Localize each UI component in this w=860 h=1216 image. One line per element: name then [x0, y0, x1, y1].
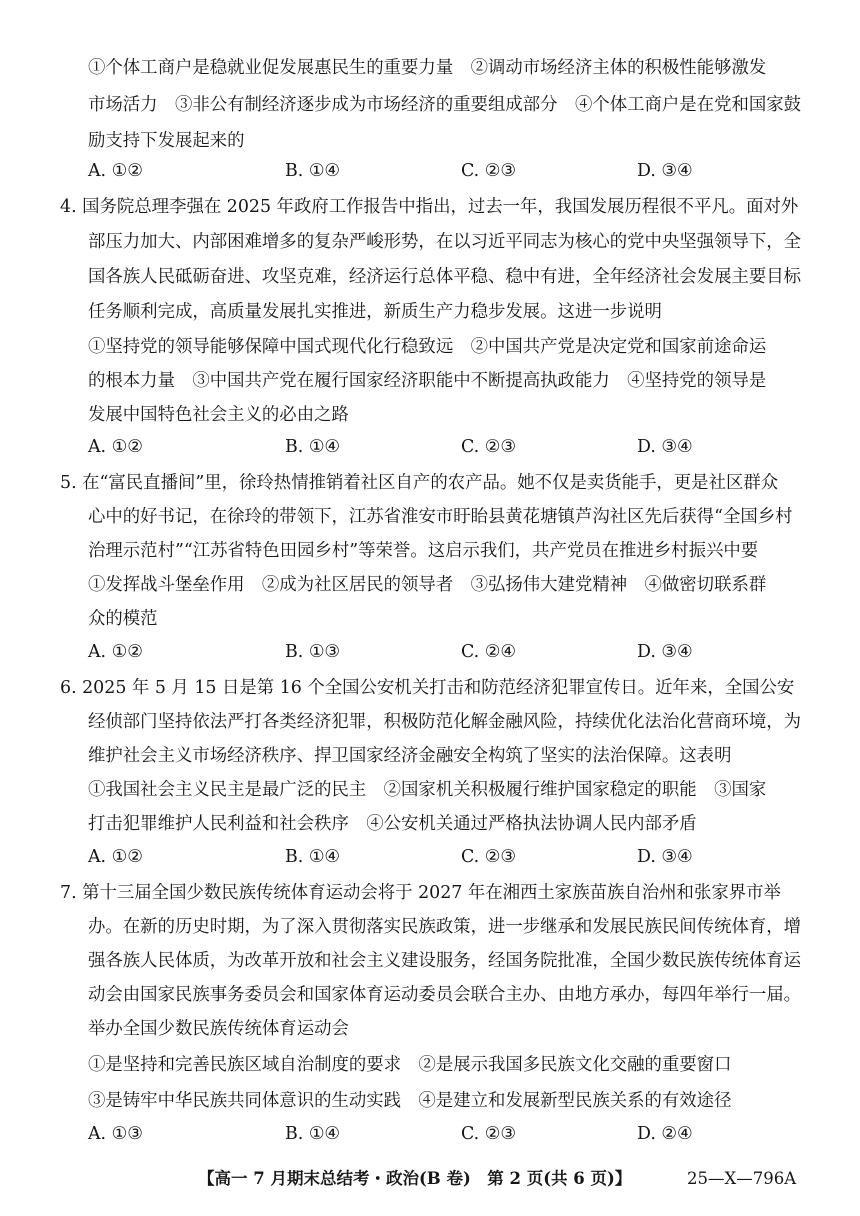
q7-option-a: A. ①③ [88, 1124, 143, 1144]
q5-option-b: B. ①③ [285, 642, 341, 662]
paper-code: 25—X—796A [687, 1169, 797, 1188]
q7-stem-line: 7. 第十三届全国少数民族传统体育运动会将于 2027 年在湘西土家族苗族自治州和张家界市举 [60, 883, 781, 903]
q6-stem-line: 维护社会主义市场经济秩序、捍卫国家经济金融安全构筑了坚实的法治保障。这表明 [88, 746, 732, 766]
q3-option-d: D. ③④ [637, 161, 693, 181]
q6-option-a: A. ①② [88, 847, 143, 867]
q3-statement-line: ①个体工商户是稳就业促发展惠民生的重要力量 ②调动市场经济主体的积极性能够激发 [88, 58, 767, 78]
q3-option-b: B. ①④ [285, 161, 341, 181]
q3-option-c: C. ②③ [461, 161, 516, 181]
q6-stem-line: 6. 2025 年 5 月 15 日是第 16 个全国公安机关打击和防范经济犯罪宣传日。近年来，全国公安 [60, 678, 795, 698]
q4-option-c: C. ②③ [461, 437, 516, 457]
q5-stem-line: 心中的好书记，在徐玲的带领下，江苏省淮安市盱眙县黄花塘镇芦沟社区先后获得“全国乡村 [88, 507, 793, 527]
q5-option-a: A. ①② [88, 642, 143, 662]
q4-statement-line: 的根本力量 ③中国共产党在履行国家经济职能中不断提高执政能力 ④坚持党的领导是 [88, 371, 767, 391]
q5-option-d: D. ③④ [637, 642, 693, 662]
q3-statement-line: 市场活力 ③非公有制经济逐步成为市场经济的重要组成部分 ④个体工商户是在党和国家鼓 [88, 95, 802, 115]
q4-stem-line: 国各族人民砥砺奋进、攻坚克难，经济运行总体平稳、稳中有进，全年经济社会发展主要目标 [88, 267, 802, 287]
q7-stem-line: 强各族人民体质，为改革开放和社会主义建设服务，经国务院批准，全国少数民族传统体育运 [88, 951, 802, 971]
q3-options [0, 159, 860, 183]
q6-option-c: C. ②③ [461, 847, 516, 867]
q5-stem-line: 治理示范村”“江苏省特色田园乡村”等荣誉。这启示我们，共产党员在推进乡村振兴中要 [88, 541, 759, 561]
q4-stem-line: 部压力加大、内部困难增多的复杂严峻形势，在以习近平同志为核心的党中央坚强领导下，全 [88, 232, 802, 252]
q4-stem-line: 任务顺利完成，高质量发展扎实推进，新质生产力稳步发展。这进一步说明 [88, 302, 662, 322]
q4-option-b: B. ①④ [285, 437, 341, 457]
q7-options [0, 1122, 860, 1146]
q4-option-d: D. ③④ [637, 437, 693, 457]
page-footer: 【高一 7 月期末总结考・政治(B 卷) 第 2 页(共 6 页)】 [198, 1169, 632, 1188]
q4-statement-line: ①坚持党的领导能够保障中国式现代化行稳致远 ②中国共产党是决定党和国家前途命运 [88, 337, 767, 357]
q5-statement-line: ①发挥战斗堡垒作用 ②成为社区居民的领导者 ③弘扬伟大建党精神 ④做密切联系群 [88, 575, 767, 595]
q4-stem-line: 4. 国务院总理李强在 2025 年政府工作报告中指出，过去一年，我国发展历程很不平凡。面对外 [60, 197, 799, 217]
q6-option-b: B. ①④ [285, 847, 341, 867]
q6-statement-line: 打击犯罪维护人民利益和社会秩序 ④公安机关通过严格执法协调人民内部矛盾 [88, 814, 697, 834]
q7-statement-line: ③是铸牢中华民族共同体意识的生动实践 ④是建立和发展新型民族关系的有效途径 [88, 1091, 732, 1111]
q7-option-b: B. ①④ [285, 1124, 341, 1144]
q3-option-a: A. ①② [88, 161, 143, 181]
q3-statement-line: 励支持下发展起来的 [88, 131, 245, 151]
q5-stem-line: 5. 在“富民直播间”里，徐玲热情推销着社区自产的农产品。她不仅是卖货能手，更是社区群众 [60, 473, 779, 493]
q7-stem-line: 举办全国少数民族传统体育运动会 [88, 1019, 349, 1039]
q7-option-d: D. ②④ [637, 1124, 693, 1144]
q6-option-d: D. ③④ [637, 847, 693, 867]
q7-stem-line: 动会由国家民族事务委员会和国家体育运动委员会联合主办、由地方承办，每四年举行一届。 [88, 985, 802, 1005]
q6-options [0, 845, 860, 869]
q7-stem-line: 办。在新的历史时期，为了深入贯彻落实民族政策，进一步继承和发展民族民间传统体育，增 [88, 917, 802, 937]
q6-statement-line: ①我国社会主义民主是最广泛的民主 ②国家机关积极履行维护国家稳定的职能 ③国家 [88, 780, 767, 800]
q7-statement-line: ①是坚持和完善民族区域自治制度的要求 ②是展示我国多民族文化交融的重要窗口 [88, 1055, 732, 1075]
q7-option-c: C. ②③ [461, 1124, 516, 1144]
q5-statement-line: 众的模范 [88, 609, 158, 629]
q4-option-a: A. ①② [88, 437, 143, 457]
q4-options [0, 435, 860, 459]
q4-statement-line: 发展中国特色社会主义的必由之路 [88, 405, 349, 425]
q6-stem-line: 经侦部门坚持依法严打各类经济犯罪，积极防范化解金融风险，持续优化法治化营商环境，为 [88, 712, 802, 732]
q5-option-c: C. ②④ [461, 642, 516, 662]
q5-options [0, 640, 860, 664]
